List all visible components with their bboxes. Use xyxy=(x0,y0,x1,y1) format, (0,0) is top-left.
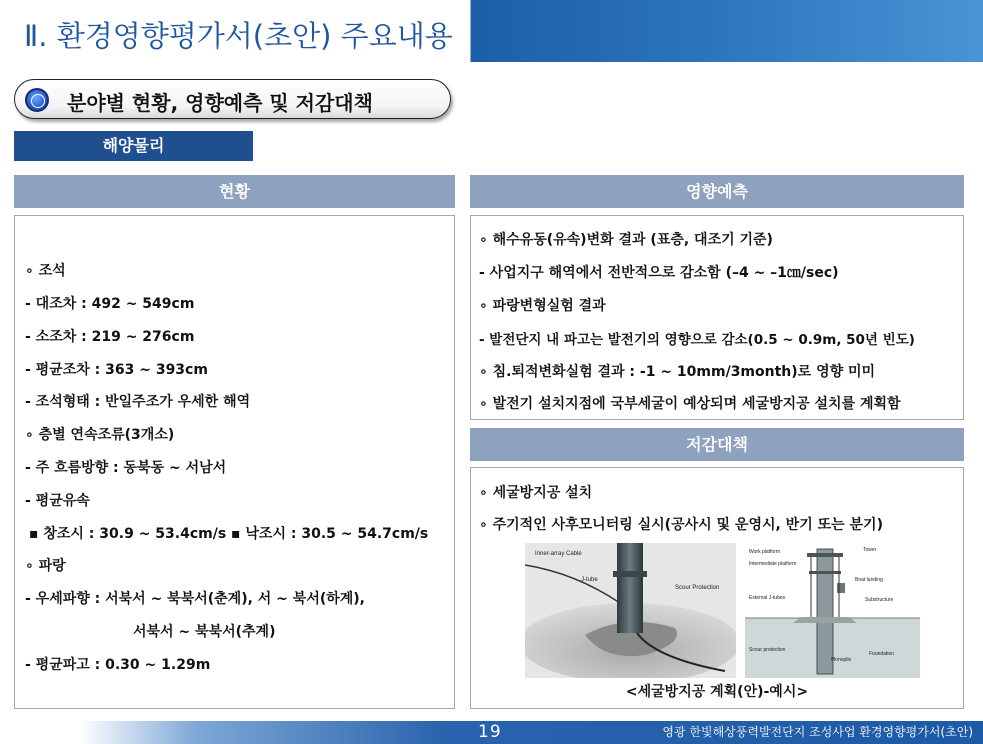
figure-label: J-tube xyxy=(581,577,598,583)
status-line: - 조석형태 : 반일주조가 우세한 해역 xyxy=(25,394,251,410)
status-line: ∘ 파랑 xyxy=(25,558,66,574)
figure-label: External J-tubes xyxy=(749,595,786,601)
section-title: 분야별 현황, 영향예측 및 저감대책 xyxy=(67,91,373,115)
figure-label: Monopile xyxy=(831,657,852,663)
status-line: ∘ 층별 연속조류(3개소) xyxy=(25,427,175,443)
status-line: - 평균유속 xyxy=(25,493,90,509)
mitigation-line: ∘ 세굴방지공 설치 xyxy=(479,485,593,501)
figure-label: Scour Protection xyxy=(675,585,720,591)
status-panel xyxy=(14,215,455,709)
section-title-pill xyxy=(14,79,451,119)
prediction-line: ∘ 해수유동(유속)변화 결과 (표층, 대조기 기준) xyxy=(479,232,773,248)
status-line: ▪ 창조시 : 30.9 ~ 53.4cm/s ▪ 낙조시 : 30.5 ~ 54.7cm/s xyxy=(29,526,429,542)
figure-label: Work platform xyxy=(749,549,781,555)
figure-label: Substructure xyxy=(865,597,894,603)
mitigation-header: 저감대책 xyxy=(470,428,964,461)
category-label: 해양물리 xyxy=(14,131,253,161)
status-line: - 평균조차 : 363 ~ 393cm xyxy=(25,362,208,378)
figure-label: Inner-array Cable xyxy=(535,551,582,557)
prediction-line: ∘ 침.퇴적변화실험 결과 : -1 ~ 10mm/3month)로 영향 미미 xyxy=(479,364,876,380)
monopile-schematic xyxy=(745,543,920,678)
prediction-panel xyxy=(470,215,964,420)
mitigation-line: ∘ 주기적인 사후모니터링 실시(공사시 및 운영시, 반기 또는 분기) xyxy=(479,517,883,533)
status-line: - 소조차 : 219 ~ 276cm xyxy=(25,329,195,345)
prediction-line: - 사업지구 해역에서 전반적으로 감소함 (–4 ~ –1㎝/sec) xyxy=(479,265,839,281)
prediction-header: 영향예측 xyxy=(470,175,964,208)
status-line: ∘ 조석 xyxy=(25,263,66,279)
status-line: - 평균파고 : 0.30 ~ 1.29m xyxy=(25,657,211,673)
status-line: - 주 흐름방향 : 동북동 ~ 서남서 xyxy=(25,460,227,476)
figure-label: Boat landing xyxy=(855,577,883,583)
page-number: 19 xyxy=(478,722,502,742)
prediction-line: ∘ 발전기 설치지점에 국부세굴이 예상되며 세굴방지공 설치를 계획함 xyxy=(479,396,901,412)
figure-label: Scour protection xyxy=(749,647,786,653)
prediction-line: - 발전단지 내 파고는 발전기의 영향으로 감소(0.5 ~ 0.9m, 50년 빈도) xyxy=(479,332,915,348)
status-line: 서북서 ~ 북북서(추계) xyxy=(133,624,276,640)
figure-label: Tower xyxy=(863,547,877,553)
document-title: 영광 한빛해상풍력발전단지 조성사업 환경영향평가서(초안) xyxy=(662,725,973,739)
page-title: Ⅱ. 환경영향평가서(초안) 주요내용 xyxy=(24,19,453,53)
bullet-circle-icon xyxy=(25,88,49,112)
scour-protection-illustration xyxy=(525,543,736,678)
status-line: - 우세파향 : 서북서 ~ 북북서(춘계), 서 ~ 북서(하계), xyxy=(25,591,365,607)
figure-caption: <세굴방지공 계획(안)-예시> xyxy=(625,684,809,700)
figure-label: Foundation xyxy=(869,651,895,657)
status-header: 현황 xyxy=(14,175,455,208)
figure-label: Intermediate platform xyxy=(749,561,797,567)
status-line: - 대조차 : 492 ~ 549cm xyxy=(25,296,195,312)
prediction-line: ∘ 파랑변형실험 결과 xyxy=(479,298,606,314)
